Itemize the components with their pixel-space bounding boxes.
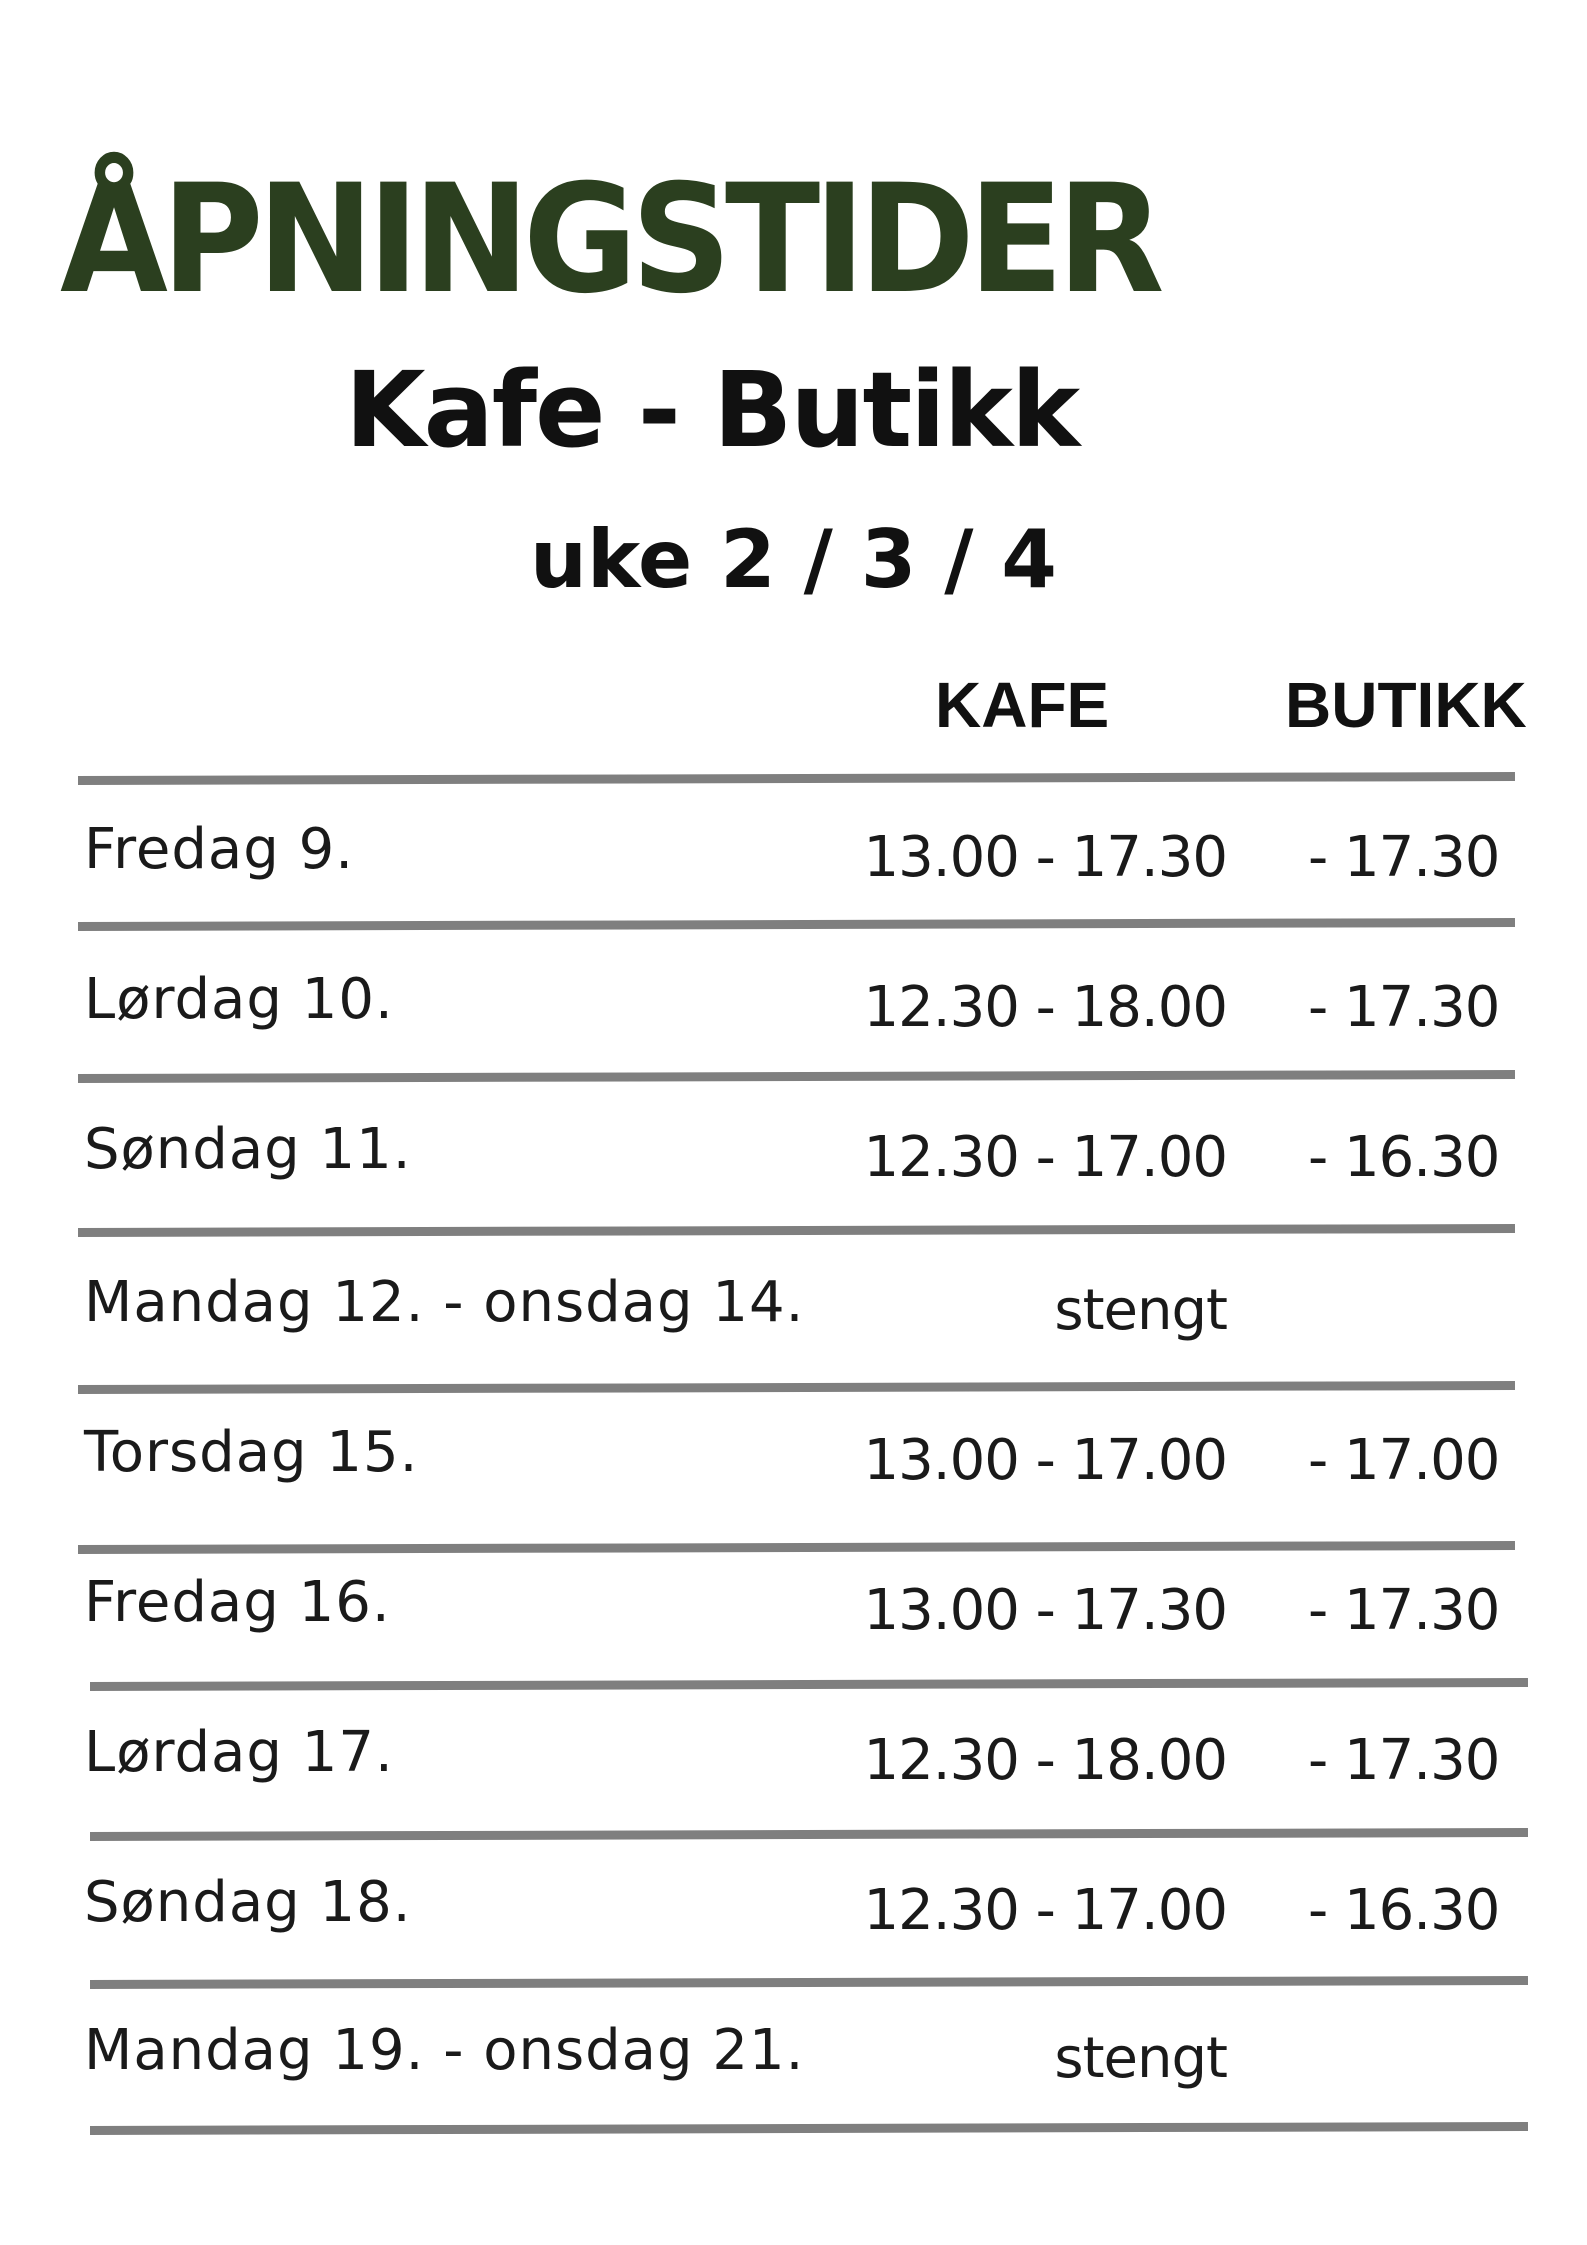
row-day: Fredag 9. — [84, 817, 355, 882]
row-kafe-hours: 12.30 - 17.00 — [863, 1878, 1227, 1943]
table-divider — [78, 1070, 1515, 1083]
table-row — [0, 1558, 1587, 1648]
row-butikk-hours: - 17.30 — [1308, 825, 1500, 890]
table-divider — [78, 1381, 1515, 1394]
table-divider — [90, 1678, 1528, 1691]
table-row — [0, 1408, 1587, 1498]
row-day: Fredag 16. — [84, 1570, 391, 1635]
table-divider — [90, 2122, 1528, 2135]
weeks-label: uke 2 / 3 / 4 — [530, 513, 1057, 606]
table-row — [0, 1858, 1587, 1948]
table-divider — [78, 772, 1515, 785]
row-kafe-hours: 12.30 - 17.00 — [863, 1125, 1227, 1190]
row-day: Søndag 11. — [84, 1117, 412, 1182]
row-butikk-hours: - 17.30 — [1308, 975, 1500, 1040]
table-row — [0, 2006, 1587, 2096]
column-header-butikk: BUTIKK — [1285, 669, 1527, 741]
row-kafe-hours: 13.00 - 17.00 — [863, 1428, 1227, 1493]
row-day: Søndag 18. — [84, 1870, 412, 1935]
row-butikk-hours: - 17.30 — [1308, 1578, 1500, 1643]
table-row — [0, 1708, 1587, 1798]
page-subtitle: Kafe - Butikk — [345, 349, 1079, 471]
row-kafe-hours: stengt — [1054, 2026, 1227, 2091]
row-kafe-hours: 12.30 - 18.00 — [863, 975, 1227, 1040]
table-divider — [78, 918, 1515, 931]
column-header-kafe: KAFE — [935, 669, 1110, 741]
row-day: Mandag 12. - onsdag 14. — [84, 1270, 805, 1335]
row-kafe-hours: 13.00 - 17.30 — [863, 825, 1227, 890]
row-butikk-hours: - 17.00 — [1308, 1428, 1500, 1493]
row-kafe-hours: 13.00 - 17.30 — [863, 1578, 1227, 1643]
row-day: Torsdag 15. — [84, 1420, 419, 1485]
table-divider — [90, 1976, 1528, 1989]
table-divider — [90, 1828, 1528, 1841]
row-day: Mandag 19. - onsdag 21. — [84, 2018, 805, 2083]
table-row — [0, 805, 1587, 895]
row-kafe-hours: 12.30 - 18.00 — [863, 1728, 1227, 1793]
row-kafe-hours: stengt — [1054, 1278, 1227, 1343]
row-butikk-hours: - 17.30 — [1308, 1728, 1500, 1793]
row-day: Lørdag 10. — [84, 967, 394, 1032]
table-row — [0, 1105, 1587, 1195]
table-divider — [78, 1541, 1515, 1554]
table-row — [0, 1258, 1587, 1348]
table-row — [0, 955, 1587, 1045]
row-butikk-hours: - 16.30 — [1308, 1125, 1500, 1190]
row-butikk-hours: - 16.30 — [1308, 1878, 1500, 1943]
row-day: Lørdag 17. — [84, 1720, 394, 1785]
table-divider — [78, 1224, 1515, 1237]
page-title: ÅPNINGSTIDER — [60, 153, 1159, 327]
